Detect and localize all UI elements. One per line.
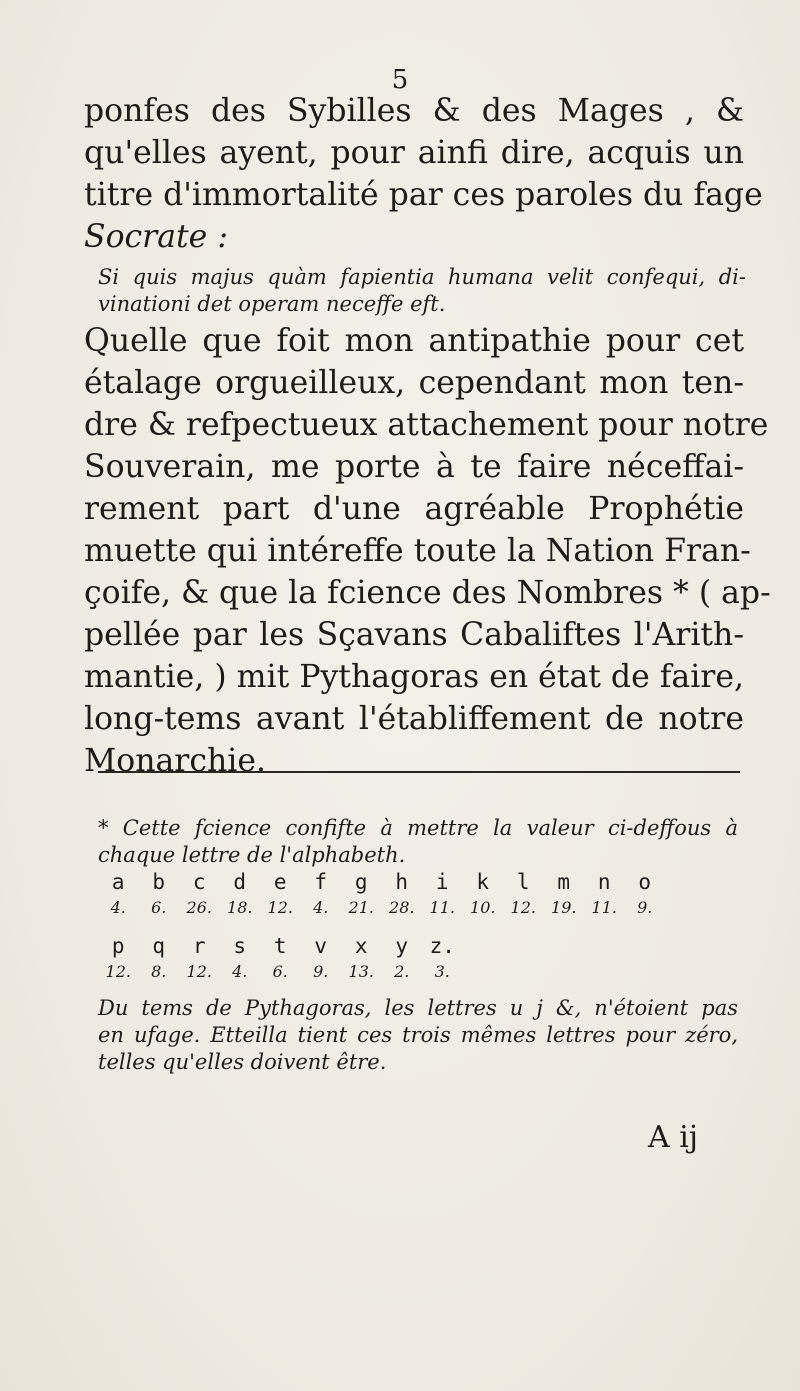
footnote-line: en ufage. Etteilla tient ces trois mêmes lettres pour zéro, [98, 1023, 738, 1047]
alphabet-letter: f [314, 870, 328, 894]
alphabet-letter: g [354, 870, 368, 894]
alphabet-value: 8. [151, 962, 167, 981]
alphabet-letter: v [314, 934, 328, 958]
alphabet-letter: m [557, 870, 571, 894]
footnote-line: telles qu'elles doivent être. [98, 1050, 387, 1074]
alphabet-value: 19. [551, 898, 577, 917]
alphabet-letter: i [435, 870, 449, 894]
alphabet-value: 10. [470, 898, 496, 917]
alphabet-value: 12. [105, 962, 131, 981]
alphabet-value: 9. [637, 898, 653, 917]
alphabet-value: 4. [110, 898, 126, 917]
alphabet-letter: a [111, 870, 125, 894]
alphabet-value: 18. [227, 898, 253, 917]
paragraph-line: Quelle que foit mon antipathie pour cet [84, 323, 744, 359]
alphabet-value: 11. [429, 898, 455, 917]
footnote-closing [98, 995, 738, 1076]
alphabet-letters-row-2 [98, 934, 463, 958]
paragraph-line: étalage orgueilleux, cependant mon ten- [84, 365, 744, 401]
alphabet-value: 11. [591, 898, 617, 917]
alphabet-letter: k [476, 870, 490, 894]
alphabet-value: 12. [267, 898, 293, 917]
alphabet-value: 12. [186, 962, 212, 981]
alphabet-value: 6. [272, 962, 288, 981]
quote-line: Si quis majus quàm fapientia humana velit confequi, di- [98, 265, 746, 289]
alphabet-letter: r [192, 934, 206, 958]
alphabet-value: 3. [434, 962, 450, 981]
alphabet-value: 26. [186, 898, 212, 917]
footnote-divider [98, 771, 740, 773]
paragraph-line: çoife, & que la fcience des Nombres * ( ap- [84, 575, 771, 611]
page-number: 5 [391, 65, 409, 95]
alphabet-value: 4. [313, 898, 329, 917]
alphabet-letter: h [395, 870, 409, 894]
alphabet-letter: n [597, 870, 611, 894]
alphabet-letter: x [354, 934, 368, 958]
alphabet-letters-row-1 [98, 870, 665, 894]
latin-quote [98, 264, 746, 318]
footnote-line: * Cette fcience confifte à mettre la valeur ci-deffous à [98, 816, 738, 840]
alphabet-value: 9. [313, 962, 329, 981]
paragraph-line: long-tems avant l'établiffement de notre [84, 701, 744, 737]
paragraph-line: dre & refpectueux attachement pour notre [84, 407, 769, 443]
alphabet-letter: o [638, 870, 652, 894]
alphabet-value: 4. [232, 962, 248, 981]
alphabet-value: 13. [348, 962, 374, 981]
alphabet-values-row-2 [98, 962, 463, 982]
opening-text [84, 90, 763, 258]
paragraph-line: muette qui intéreffe toute la Nation Fran- [84, 533, 751, 569]
alphabet-letter: q [152, 934, 166, 958]
opening-line-socrate: Socrate : [84, 219, 228, 255]
main-paragraph [84, 320, 771, 782]
footnote-line: Du tems de Pythagoras, les lettres u j &, n'étoient pas [98, 996, 738, 1020]
alphabet-value: 12. [510, 898, 536, 917]
alphabet-letter: p [111, 934, 125, 958]
alphabet-value: 6. [151, 898, 167, 917]
alphabet-value: 21. [348, 898, 374, 917]
footnote-intro [98, 815, 738, 869]
alphabet-letter: e [273, 870, 287, 894]
alphabet-letter: z. [429, 934, 455, 958]
quote-line: vinationi det operam neceffe eft. [98, 292, 446, 316]
footnote-line: chaque lettre de l'alphabeth. [98, 843, 406, 867]
alphabet-value: 2. [394, 962, 410, 981]
alphabet-letter: l [516, 870, 530, 894]
alphabet-letter: d [233, 870, 247, 894]
paragraph-line: mantie, ) mit Pythagoras en état de faire, [84, 659, 744, 695]
alphabet-value: 28. [389, 898, 415, 917]
alphabet-letter: t [273, 934, 287, 958]
opening-line: titre d'immortalité par ces paroles du fage [84, 177, 763, 213]
paragraph-line: Souverain, me porte à te faire néceffai- [84, 449, 744, 485]
opening-line: ponfes des Sybilles & des Mages , & [84, 93, 744, 129]
opening-line: qu'elles ayent, pour ainfi dire, acquis un [84, 135, 744, 171]
paragraph-line: pellée par les Sçavans Cabaliftes l'Arith- [84, 617, 744, 653]
alphabet-values-row-1 [98, 898, 665, 918]
alphabet-letter: c [192, 870, 206, 894]
alphabet-letter: b [152, 870, 166, 894]
alphabet-letter: s [233, 934, 247, 958]
paragraph-line: rement part d'une agréable Prophétie [84, 491, 744, 527]
paragraph-line: Monarchie. [84, 743, 267, 779]
signature-mark: A ij [648, 1120, 699, 1155]
alphabet-letter: y [395, 934, 409, 958]
